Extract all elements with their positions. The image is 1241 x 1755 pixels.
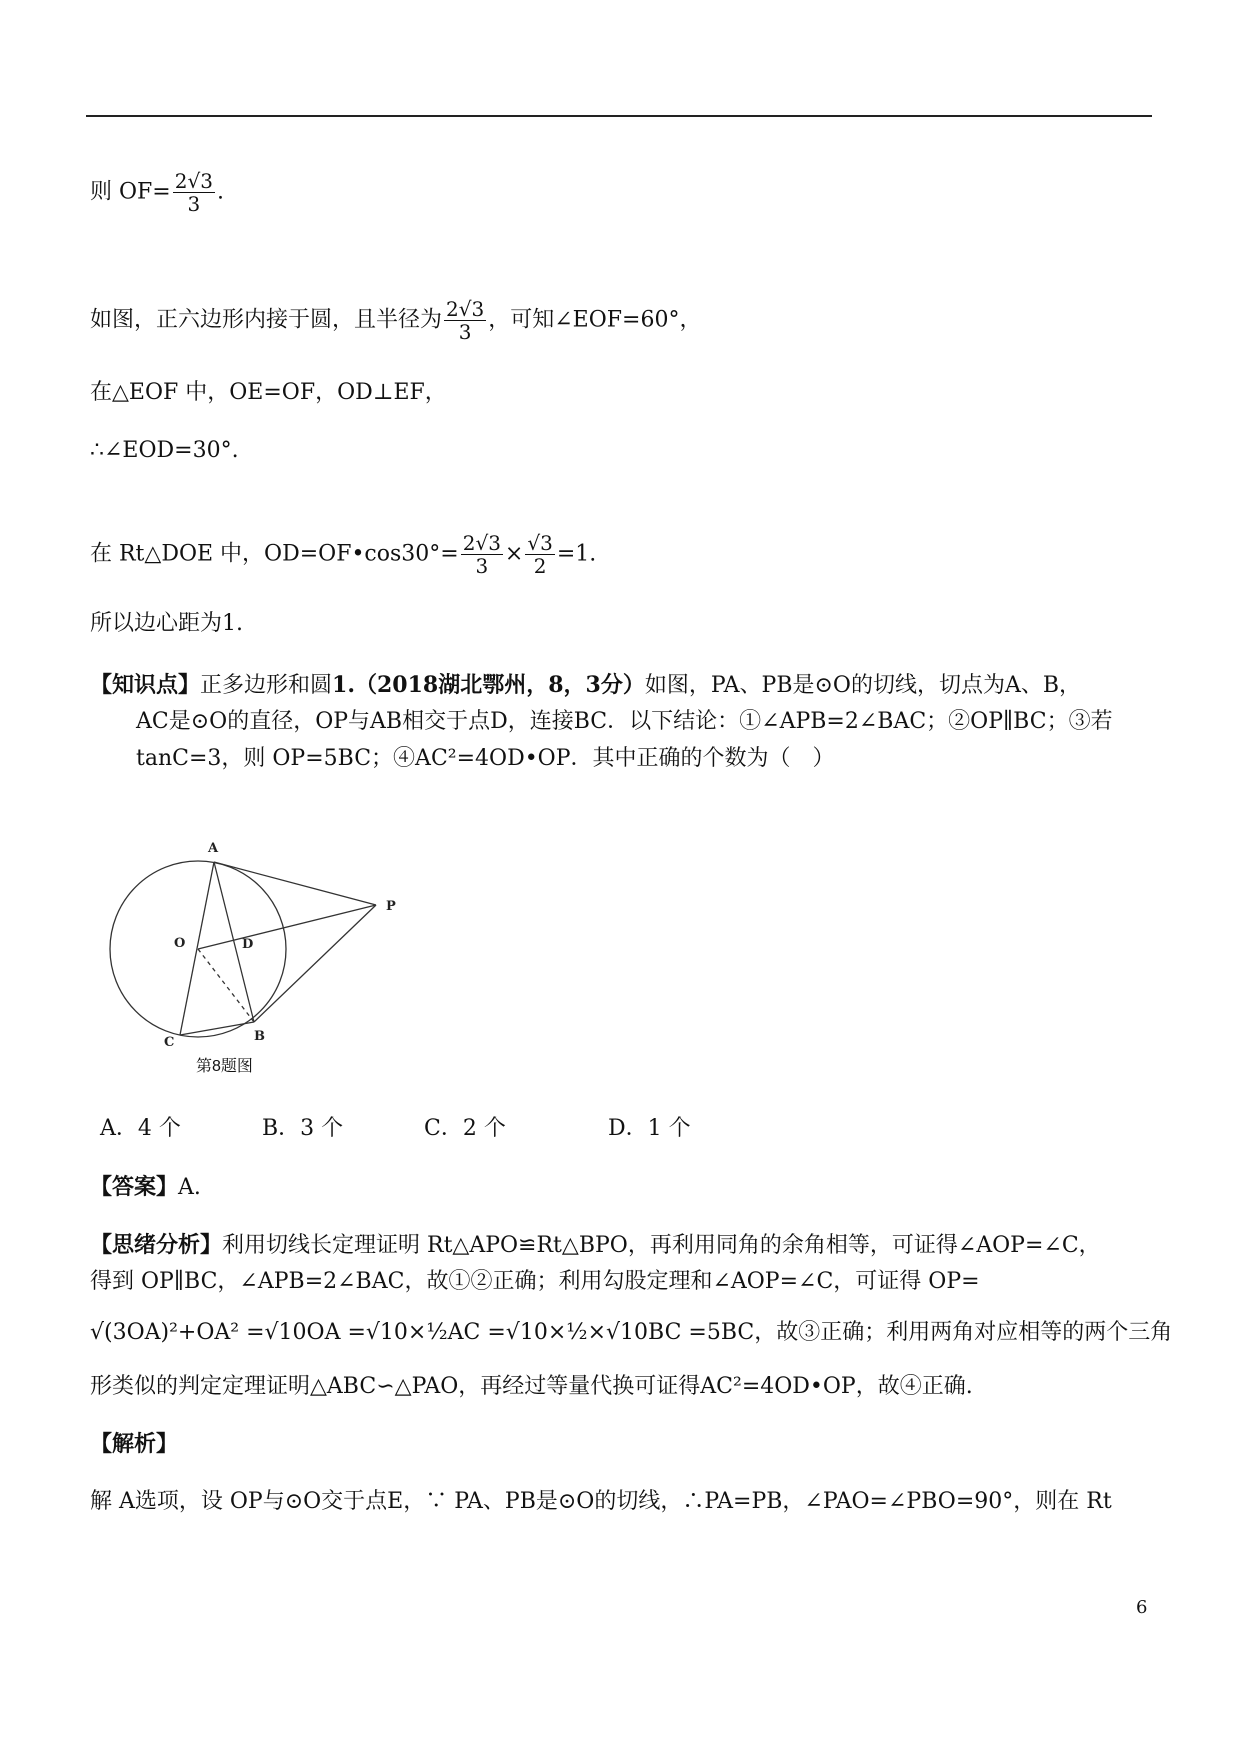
label-o: O xyxy=(174,936,186,951)
fraction xyxy=(461,532,503,577)
knowledge-line-3: tanC=3，则 OP=5BC；④AC²=4OD•OP．其中正确的个数为（ ） xyxy=(136,746,835,771)
line-cb xyxy=(180,1022,254,1035)
page-number: 6 xyxy=(1136,1597,1148,1618)
label-p: P xyxy=(386,899,396,914)
line-rt-triangle xyxy=(90,532,596,577)
text: ，可知∠EOF=60°， xyxy=(488,307,702,333)
knowledge-line-2: AC是⊙O的直径，OP与AB相交于点D，连接BC．以下结论：①∠APB=2∠BAC；②OP∥BC；③若 xyxy=(136,709,1113,734)
answer-text: A. xyxy=(178,1175,201,1200)
analysis-line-3: √(3OA)²+OA² =√10OA =√10×½AC =√10×½×√10BC =5BC，故③正确；利用两角对应相等的两个三角 xyxy=(90,1320,1173,1345)
frac-den: 3 xyxy=(458,320,472,344)
text: =1. xyxy=(556,541,597,567)
label-a: A xyxy=(208,841,219,856)
figure-caption: 第8题图 xyxy=(196,1058,253,1075)
knowledge-tag: 【知识点】 xyxy=(90,672,201,698)
option-c: C．2 个 xyxy=(424,1116,506,1141)
answer-line xyxy=(90,1172,201,1203)
fraction xyxy=(444,298,486,343)
text: 在 Rt△DOE 中，OD=OF•cos30°= xyxy=(90,541,459,567)
frac-num: 2√3 xyxy=(174,169,213,193)
solution-tag-line xyxy=(90,1429,178,1460)
line-angle: ∴∠EOD=30°. xyxy=(90,438,239,463)
label-c: C xyxy=(164,1035,175,1050)
text: 利用切线长定理证明 Rt△APO≌Rt△BPO，再利用同角的余角相等，可证得∠AOP=∠C， xyxy=(222,1233,1101,1258)
frac-num: 2√3 xyxy=(446,297,485,321)
label-b: B xyxy=(254,1029,265,1044)
label-d: D xyxy=(242,937,254,952)
line-conclusion: 所以边心距为1. xyxy=(90,611,243,636)
question-number: 1. xyxy=(332,672,355,698)
line-ob xyxy=(198,949,254,1022)
times: × xyxy=(504,541,524,567)
analysis-line-1 xyxy=(90,1230,1101,1261)
line-triangle: 在△EOF 中，OE=OF，OD⊥EF， xyxy=(90,380,447,405)
line-op xyxy=(198,905,376,949)
text: 则 OF= xyxy=(90,179,171,205)
analysis-line-4: 形类似的判定定理证明△ABC∽△PAO，再经过等量代换可证得AC²=4OD•OP，故④正确. xyxy=(90,1374,973,1399)
header-rule xyxy=(86,115,1152,117)
fraction xyxy=(525,532,554,577)
frac-den: 3 xyxy=(475,554,489,578)
option-d: D．1 个 xyxy=(608,1116,691,1141)
figure-svg xyxy=(104,830,424,1080)
text: 正多边形和圆 xyxy=(200,673,333,698)
fraction xyxy=(173,170,215,215)
frac-den: 2 xyxy=(533,554,547,578)
frac-den: 3 xyxy=(187,192,201,216)
line-hexagon xyxy=(90,298,701,343)
frac-num: 2√3 xyxy=(462,531,501,555)
knowledge-line-1 xyxy=(90,670,1081,701)
line-pa xyxy=(214,862,376,905)
question-source: （2018湖北鄂州，8，3分） xyxy=(355,672,645,698)
frac-num: √3 xyxy=(527,531,553,555)
geometry-figure xyxy=(104,830,424,1080)
text: . xyxy=(216,179,224,205)
answer-tag: 【答案】 xyxy=(90,1174,179,1200)
solution-tag: 【解析】 xyxy=(90,1431,179,1457)
option-b: B．3 个 xyxy=(262,1116,344,1141)
option-a: A．4 个 xyxy=(100,1116,181,1141)
text: 如图，正六边形内接于圆，且半径为 xyxy=(90,307,443,333)
analysis-line-2: 得到 OP∥BC，∠APB=2∠BAC，故①②正确；利用勾股定理和∠AOP=∠C，可证得 OP= xyxy=(90,1269,980,1294)
line-pb xyxy=(254,905,376,1022)
solution-line-1: 解 A选项，设 OP与⊙O交于点E，∵ PA、PB是⊙O的切线，∴PA=PB，∠PAO=∠PBO=90°，则在 Rt xyxy=(90,1489,1112,1514)
analysis-tag: 【思绪分析】 xyxy=(90,1232,223,1258)
line-of-value xyxy=(90,170,224,215)
text: 如图，PA、PB是⊙O的切线，切点为A、B， xyxy=(644,673,1082,698)
